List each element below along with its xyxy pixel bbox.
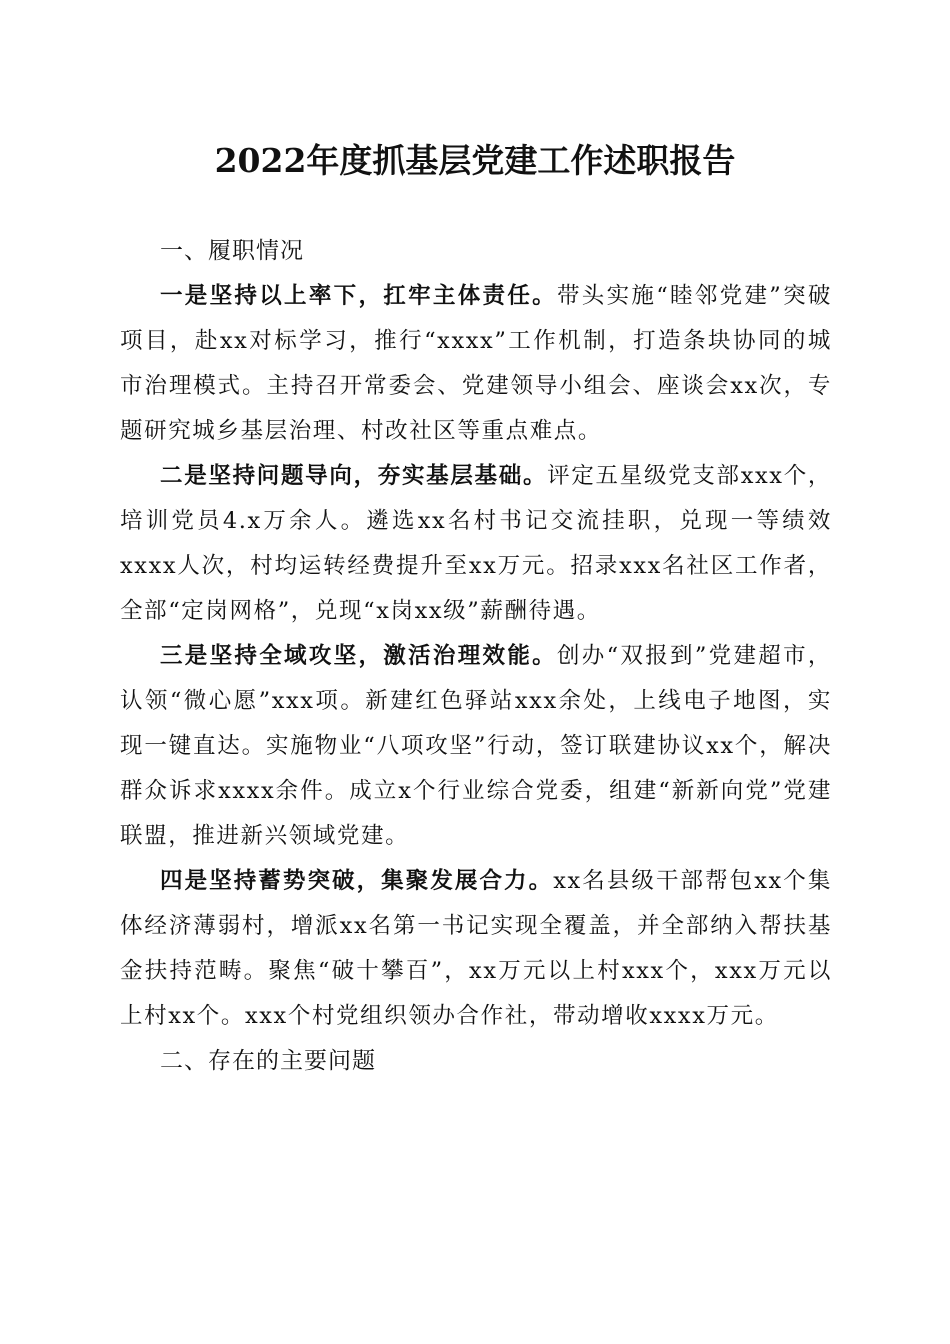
document-title: 2022年度抓基层党建工作述职报告 (214, 141, 736, 180)
paragraph-1-lead: 一是坚持以上率下，扛牢主体责任。 (160, 283, 557, 309)
paragraph-4-lead: 四是坚持蓄势突破，集聚发展合力。 (160, 868, 554, 894)
section-heading-problems: 二、存在的主要问题 (160, 1048, 376, 1074)
paragraph-2 (120, 454, 832, 634)
paragraph-3-lead: 三是坚持全域攻坚，激活治理效能。 (160, 643, 557, 669)
section-heading-performance: 一、履职情况 (160, 238, 304, 264)
paragraph-3-body: 创办“双报到”党建超市，认领“微心愿”xxx项。新建红色驿站xxx余处，上线电子地图，实现一键直达。实施物业“八项攻坚”行动，签订联建协议xx个，解决群众诉求xxxx余件。成立x个行业综合党委，组建“新新向党”党建联盟，推进新兴领域党建。 (120, 643, 832, 849)
document-body (120, 229, 832, 1084)
paragraph-1-body: 带头实施“睦邻党建”突破项目，赴xx对标学习，推行“xxxx”工作机制，打造条块协同的城市治理模式。主持召开常委会、党建领导小组会、座谈会xx次，专题研究城乡基层治理、村改社区等重点难点。 (120, 283, 832, 444)
paragraph-2-lead: 二是坚持问题导向，夯实基层基础。 (160, 463, 548, 489)
paragraph-2-body: 评定五星级党支部xxx个，培训党员4.x万余人。遴选xx名村书记交流挂职，兑现一等绩效xxxx人次，村均运转经费提升至xx万元。招录xxx名社区工作者，全部“定岗网格”，兑现“x岗xx级”薪酬待遇。 (120, 463, 832, 624)
paragraph-4-body: xx名县级干部帮包xx个集体经济薄弱村，增派xx名第一书记实现全覆盖，并全部纳入帮扶基金扶持范畴。聚焦“破十攀百”，xx万元以上村xxx个，xxx万元以上村xx个。xxx个村党组织领办合作社，带动增收xxxx万元。 (120, 868, 832, 1029)
paragraph-4 (120, 859, 832, 1039)
paragraph-1 (120, 274, 832, 454)
paragraph-3 (120, 634, 832, 859)
